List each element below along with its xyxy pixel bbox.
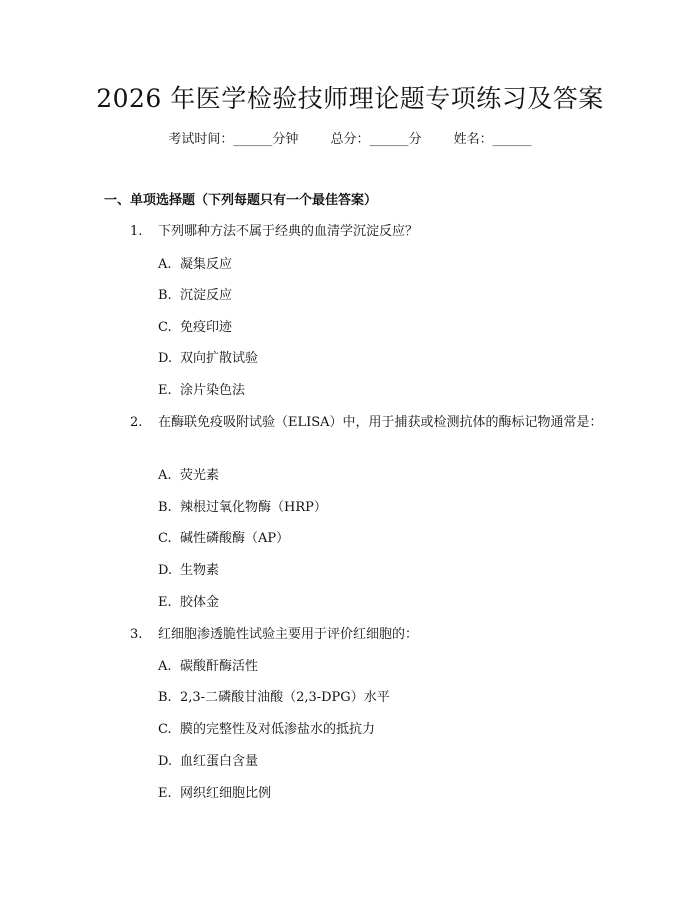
option-letter: C. — [158, 722, 172, 737]
option-letter: A. — [158, 257, 172, 272]
option-text: 荧光素 — [180, 468, 220, 483]
question-text: 红细胞渗透脆性试验主要用于评价红细胞的： — [158, 627, 419, 642]
option-text: 凝集反应 — [180, 257, 233, 272]
option-letter: D. — [158, 351, 173, 366]
option-letter: B. — [158, 500, 172, 515]
option-text: 涂片染色法 — [180, 383, 246, 398]
option-letter: D. — [158, 563, 173, 578]
option-text: 双向扩散试验 — [180, 351, 259, 366]
question-number: 3. — [130, 627, 143, 642]
option-letter: A. — [158, 659, 172, 674]
option-item — [158, 752, 258, 772]
option-item — [158, 255, 232, 275]
name-field: 姓名：______ — [453, 132, 532, 147]
option-letter: E. — [158, 383, 172, 398]
option-text: 免疫印迹 — [180, 320, 233, 335]
option-item — [158, 784, 271, 804]
exam-time-field: 考试时间：______分钟 — [168, 132, 299, 147]
option-item — [158, 593, 219, 613]
document-title: 2026 年医学检验技师理论题专项练习及答案 — [96, 84, 604, 113]
option-text: 生物素 — [180, 563, 220, 578]
option-item — [158, 349, 258, 369]
section-heading: 一、单项选择题（下列每题只有一个最佳答案） — [104, 193, 378, 208]
option-text: 2,3-二磷酸甘油酸（2,3-DPG）水平 — [180, 690, 390, 705]
option-item — [158, 529, 289, 549]
option-text: 膜的完整性及对低渗盐水的抵抗力 — [180, 722, 376, 737]
total-score-field: 总分：______分 — [330, 132, 422, 147]
option-letter: A. — [158, 468, 172, 483]
option-text: 胶体金 — [180, 595, 220, 610]
question-number: 2. — [130, 415, 143, 430]
option-item — [158, 561, 219, 581]
option-item — [158, 498, 327, 518]
option-item — [158, 286, 232, 306]
option-text: 血红蛋白含量 — [180, 754, 259, 769]
option-item — [158, 318, 232, 338]
option-item — [158, 657, 258, 677]
option-letter: E. — [158, 786, 172, 801]
option-text: 碳酸酐酶活性 — [180, 659, 259, 674]
option-letter: B. — [158, 690, 172, 705]
option-letter: C. — [158, 320, 172, 335]
question-text: 下列哪种方法不属于经典的血清学沉淀反应？ — [158, 224, 419, 239]
option-item — [158, 720, 375, 740]
option-text: 辣根过氧化物酶（HRP） — [180, 500, 327, 515]
option-text: 沉淀反应 — [180, 288, 233, 303]
question-text: 在酶联免疫吸附试验（ELISA）中，用于捕获或检测抗体的酶标记物通常是： — [158, 415, 603, 430]
option-text: 碱性磷酸酶（AP） — [180, 531, 290, 546]
question-2 — [104, 413, 604, 433]
option-letter: C. — [158, 531, 172, 546]
option-letter: B. — [158, 288, 172, 303]
option-letter: E. — [158, 595, 172, 610]
option-text: 网织红细胞比例 — [180, 786, 272, 801]
option-item — [158, 688, 390, 708]
option-letter: D. — [158, 754, 173, 769]
option-item — [158, 381, 245, 401]
question-number: 1. — [130, 224, 143, 239]
exam-info-line — [0, 130, 700, 150]
option-item — [158, 466, 219, 486]
question-1 — [104, 222, 604, 242]
question-3 — [104, 625, 604, 645]
